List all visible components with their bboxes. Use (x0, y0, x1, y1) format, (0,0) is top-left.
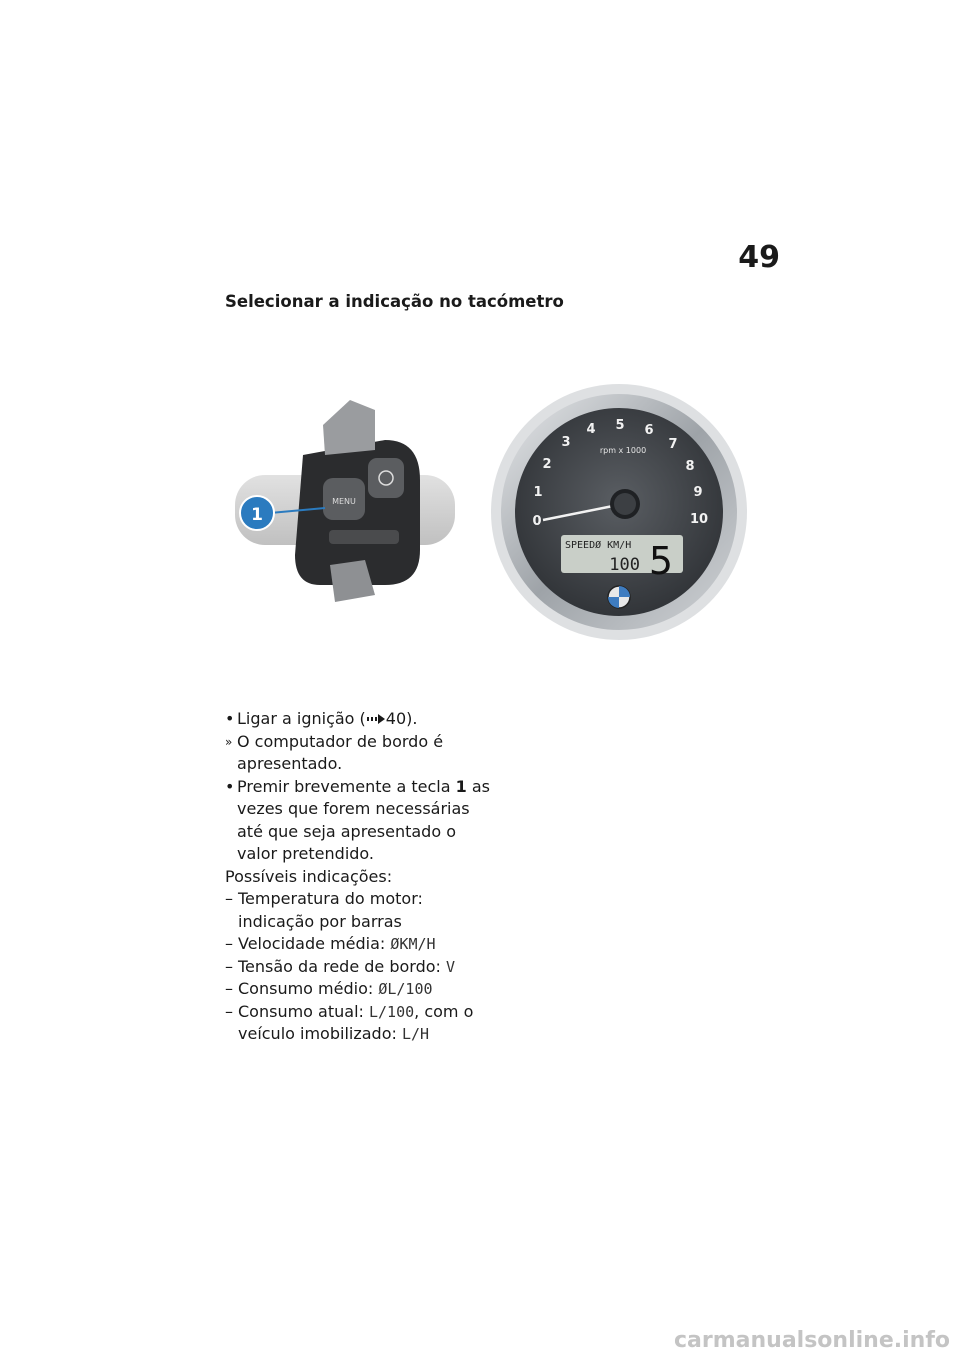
svg-text:100: 100 (609, 555, 640, 575)
svg-text:5: 5 (648, 539, 674, 583)
svg-text:10: 10 (689, 512, 709, 527)
result-arrow-icon: » (225, 734, 233, 749)
indication-item: – Tensão da rede de bordo: V (225, 956, 495, 979)
watermark: carmanualsonline.info (674, 1328, 950, 1353)
bullet-icon: • (225, 776, 235, 796)
svg-text:1: 1 (251, 505, 263, 525)
svg-text:1: 1 (533, 485, 543, 500)
page-reference-arrow-icon (366, 713, 386, 725)
svg-text:0: 0 (532, 514, 542, 529)
tachometer-illustration (491, 384, 747, 640)
svg-text:8: 8 (685, 459, 695, 474)
svg-text:2: 2 (542, 457, 552, 472)
step-press-key: • Premir brevemente a tecla 1 as vezes que forem necessárias até que seja apresentado o valor pretendido. (225, 776, 490, 863)
instructions-block (225, 708, 495, 1046)
dash-icon: – (225, 1001, 233, 1021)
svg-text:3: 3 (561, 435, 571, 450)
svg-text:4: 4 (586, 422, 596, 437)
dash-icon: – (225, 956, 233, 976)
svg-text:6: 6 (644, 423, 654, 438)
step-ignition: • Ligar a ignição ( 40). (225, 708, 495, 731)
svg-text:9: 9 (693, 485, 703, 500)
indications-heading: Possíveis indicações: (225, 866, 393, 886)
svg-text:7: 7 (668, 437, 678, 452)
indication-item: – Consumo médio: ØL/100 (225, 978, 495, 1001)
svg-text:5: 5 (615, 418, 625, 433)
figure-handlebar-and-tachometer (225, 380, 760, 690)
indication-item: – Velocidade média: ØKM/H (225, 933, 495, 956)
result-computer: » O computador de bordo é apresentado. (225, 731, 444, 773)
page-number: 49 (738, 240, 780, 275)
indication-item: – Consumo atual: L/100, com o veículo imobilizado: L/H (225, 1001, 474, 1043)
svg-text:SPEEDØ KM/H: SPEEDØ KM/H (565, 540, 632, 551)
dash-icon: – (225, 979, 233, 998)
dash-icon: – (225, 934, 233, 953)
indication-item: – Temperatura do motor: indicação por barras (225, 889, 423, 931)
dash-icon: – (225, 889, 233, 908)
svg-text:rpm x 1000: rpm x 1000 (599, 446, 647, 455)
section-title: Selecionar a indicação no tacómetro (225, 292, 564, 311)
bullet-icon: • (225, 709, 235, 728)
svg-text:MENU: MENU (332, 497, 356, 506)
switch-unit-illustration (235, 400, 455, 602)
